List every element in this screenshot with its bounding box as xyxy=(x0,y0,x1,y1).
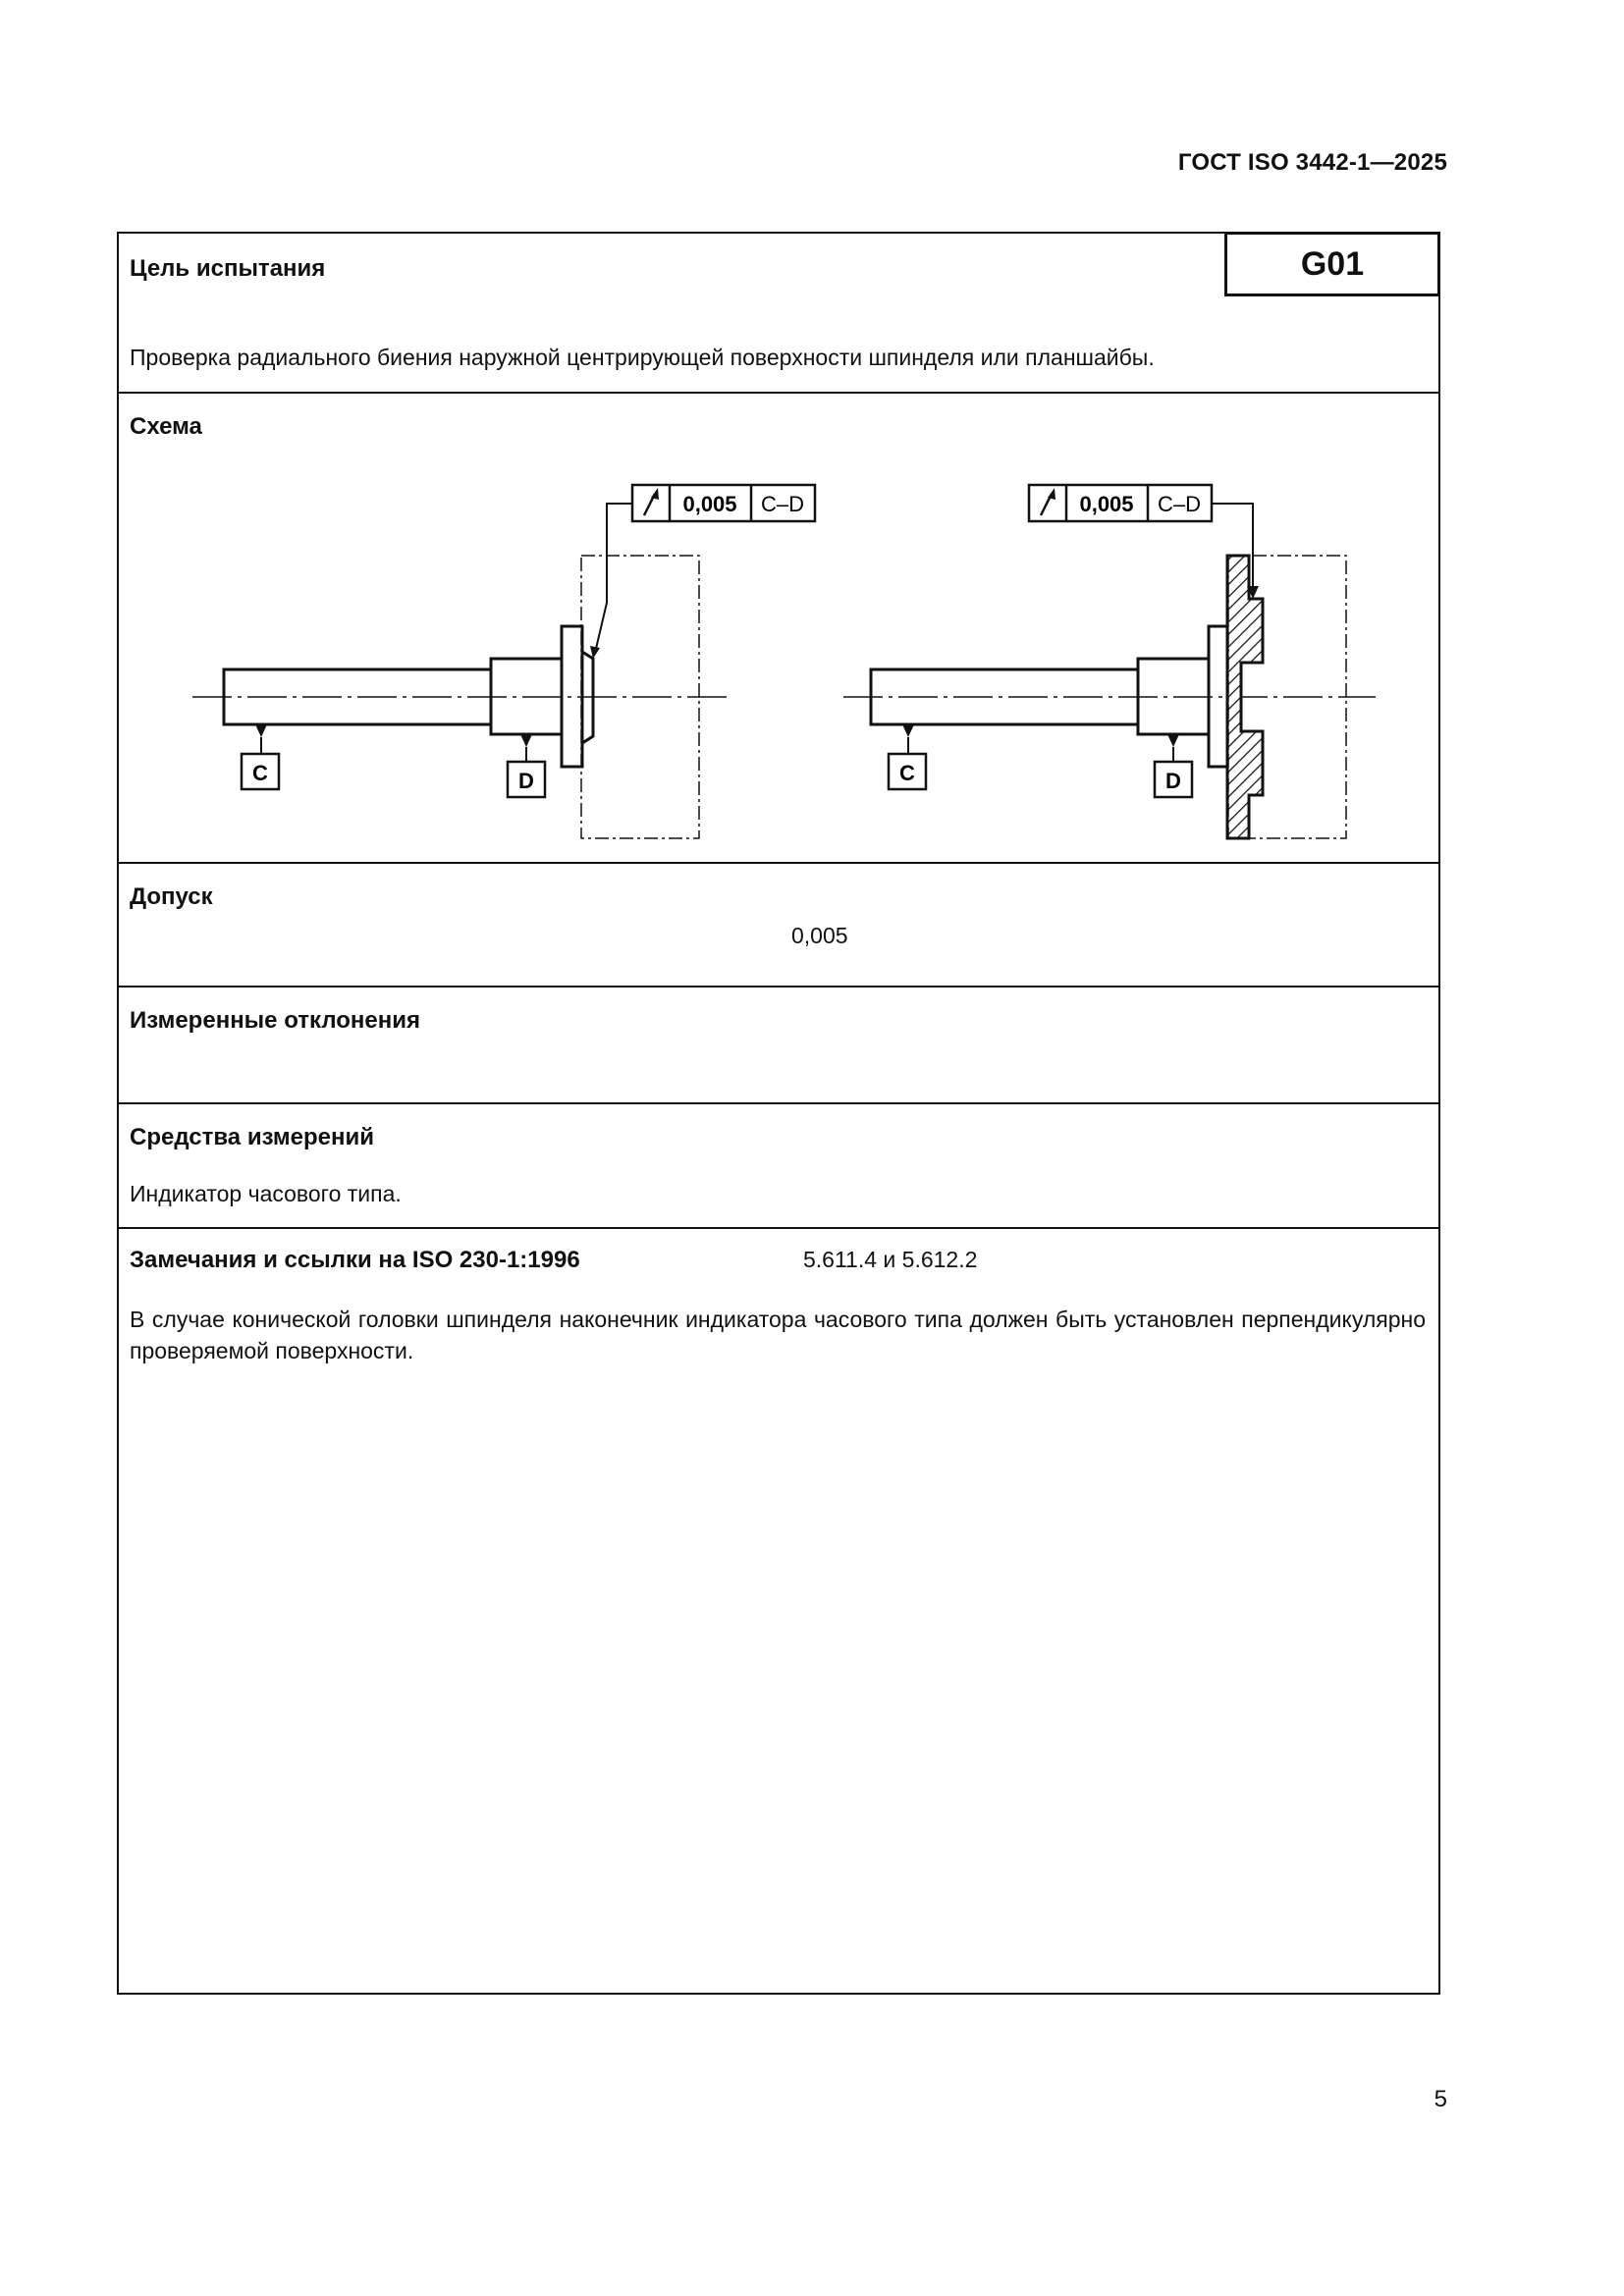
datum-d-label-left: D xyxy=(518,769,534,793)
faceplate-diagram-right xyxy=(843,485,1376,838)
remarks-text: В случае конической головки шпинделя наконечник индикатора часового типа должен быть установлен перпендикулярно проверяемой поверхности. xyxy=(130,1307,1426,1363)
test-sheet xyxy=(117,232,1440,1995)
document-code: ГОСТ ISO 3442-1—2025 xyxy=(1177,149,1447,176)
measured-label: Измеренные отклонения xyxy=(130,1007,421,1034)
objective-label: Цель испытания xyxy=(130,255,326,282)
scheme-label: Схема xyxy=(130,413,202,440)
tolerance-section xyxy=(119,862,1438,988)
spindle-diagram-left xyxy=(192,485,815,838)
datum-c-triangle xyxy=(255,724,267,737)
instruments-text: Индикатор часового типа. xyxy=(130,1181,402,1206)
datum-ref-right: C–D xyxy=(1157,492,1202,516)
tolerance-value-left: 0,005 xyxy=(682,492,737,516)
tolerance-value-right: 0,005 xyxy=(1079,492,1134,516)
objective-text: Проверка радиального биения наружной центрирующей поверхности шпинделя или планшайбы. xyxy=(130,345,1155,370)
datum-c-label-right: C xyxy=(899,761,915,785)
instruments-section xyxy=(119,1102,1438,1229)
datum-d-triangle xyxy=(520,734,532,747)
remarks-section xyxy=(119,1227,1438,1993)
tolerance-label: Допуск xyxy=(130,883,213,910)
measured-section xyxy=(119,986,1438,1104)
page-number: 5 xyxy=(1434,2086,1447,2112)
scheme-drawing xyxy=(119,394,1438,864)
instruments-label: Средства измерений xyxy=(130,1124,375,1150)
objective-section xyxy=(119,234,1438,394)
datum-ref-left: C–D xyxy=(760,492,805,516)
remarks-label: Замечания и ссылки на ISO 230-1:1996 xyxy=(130,1247,580,1273)
scheme-section xyxy=(119,392,1438,864)
datum-c-label-left: C xyxy=(252,761,268,785)
test-id-box: G01 xyxy=(1224,232,1440,296)
datum-d-label-right: D xyxy=(1165,769,1181,793)
remarks-refs: 5.611.4 и 5.612.2 xyxy=(803,1247,978,1272)
tolerance-value: 0,005 xyxy=(791,923,848,948)
